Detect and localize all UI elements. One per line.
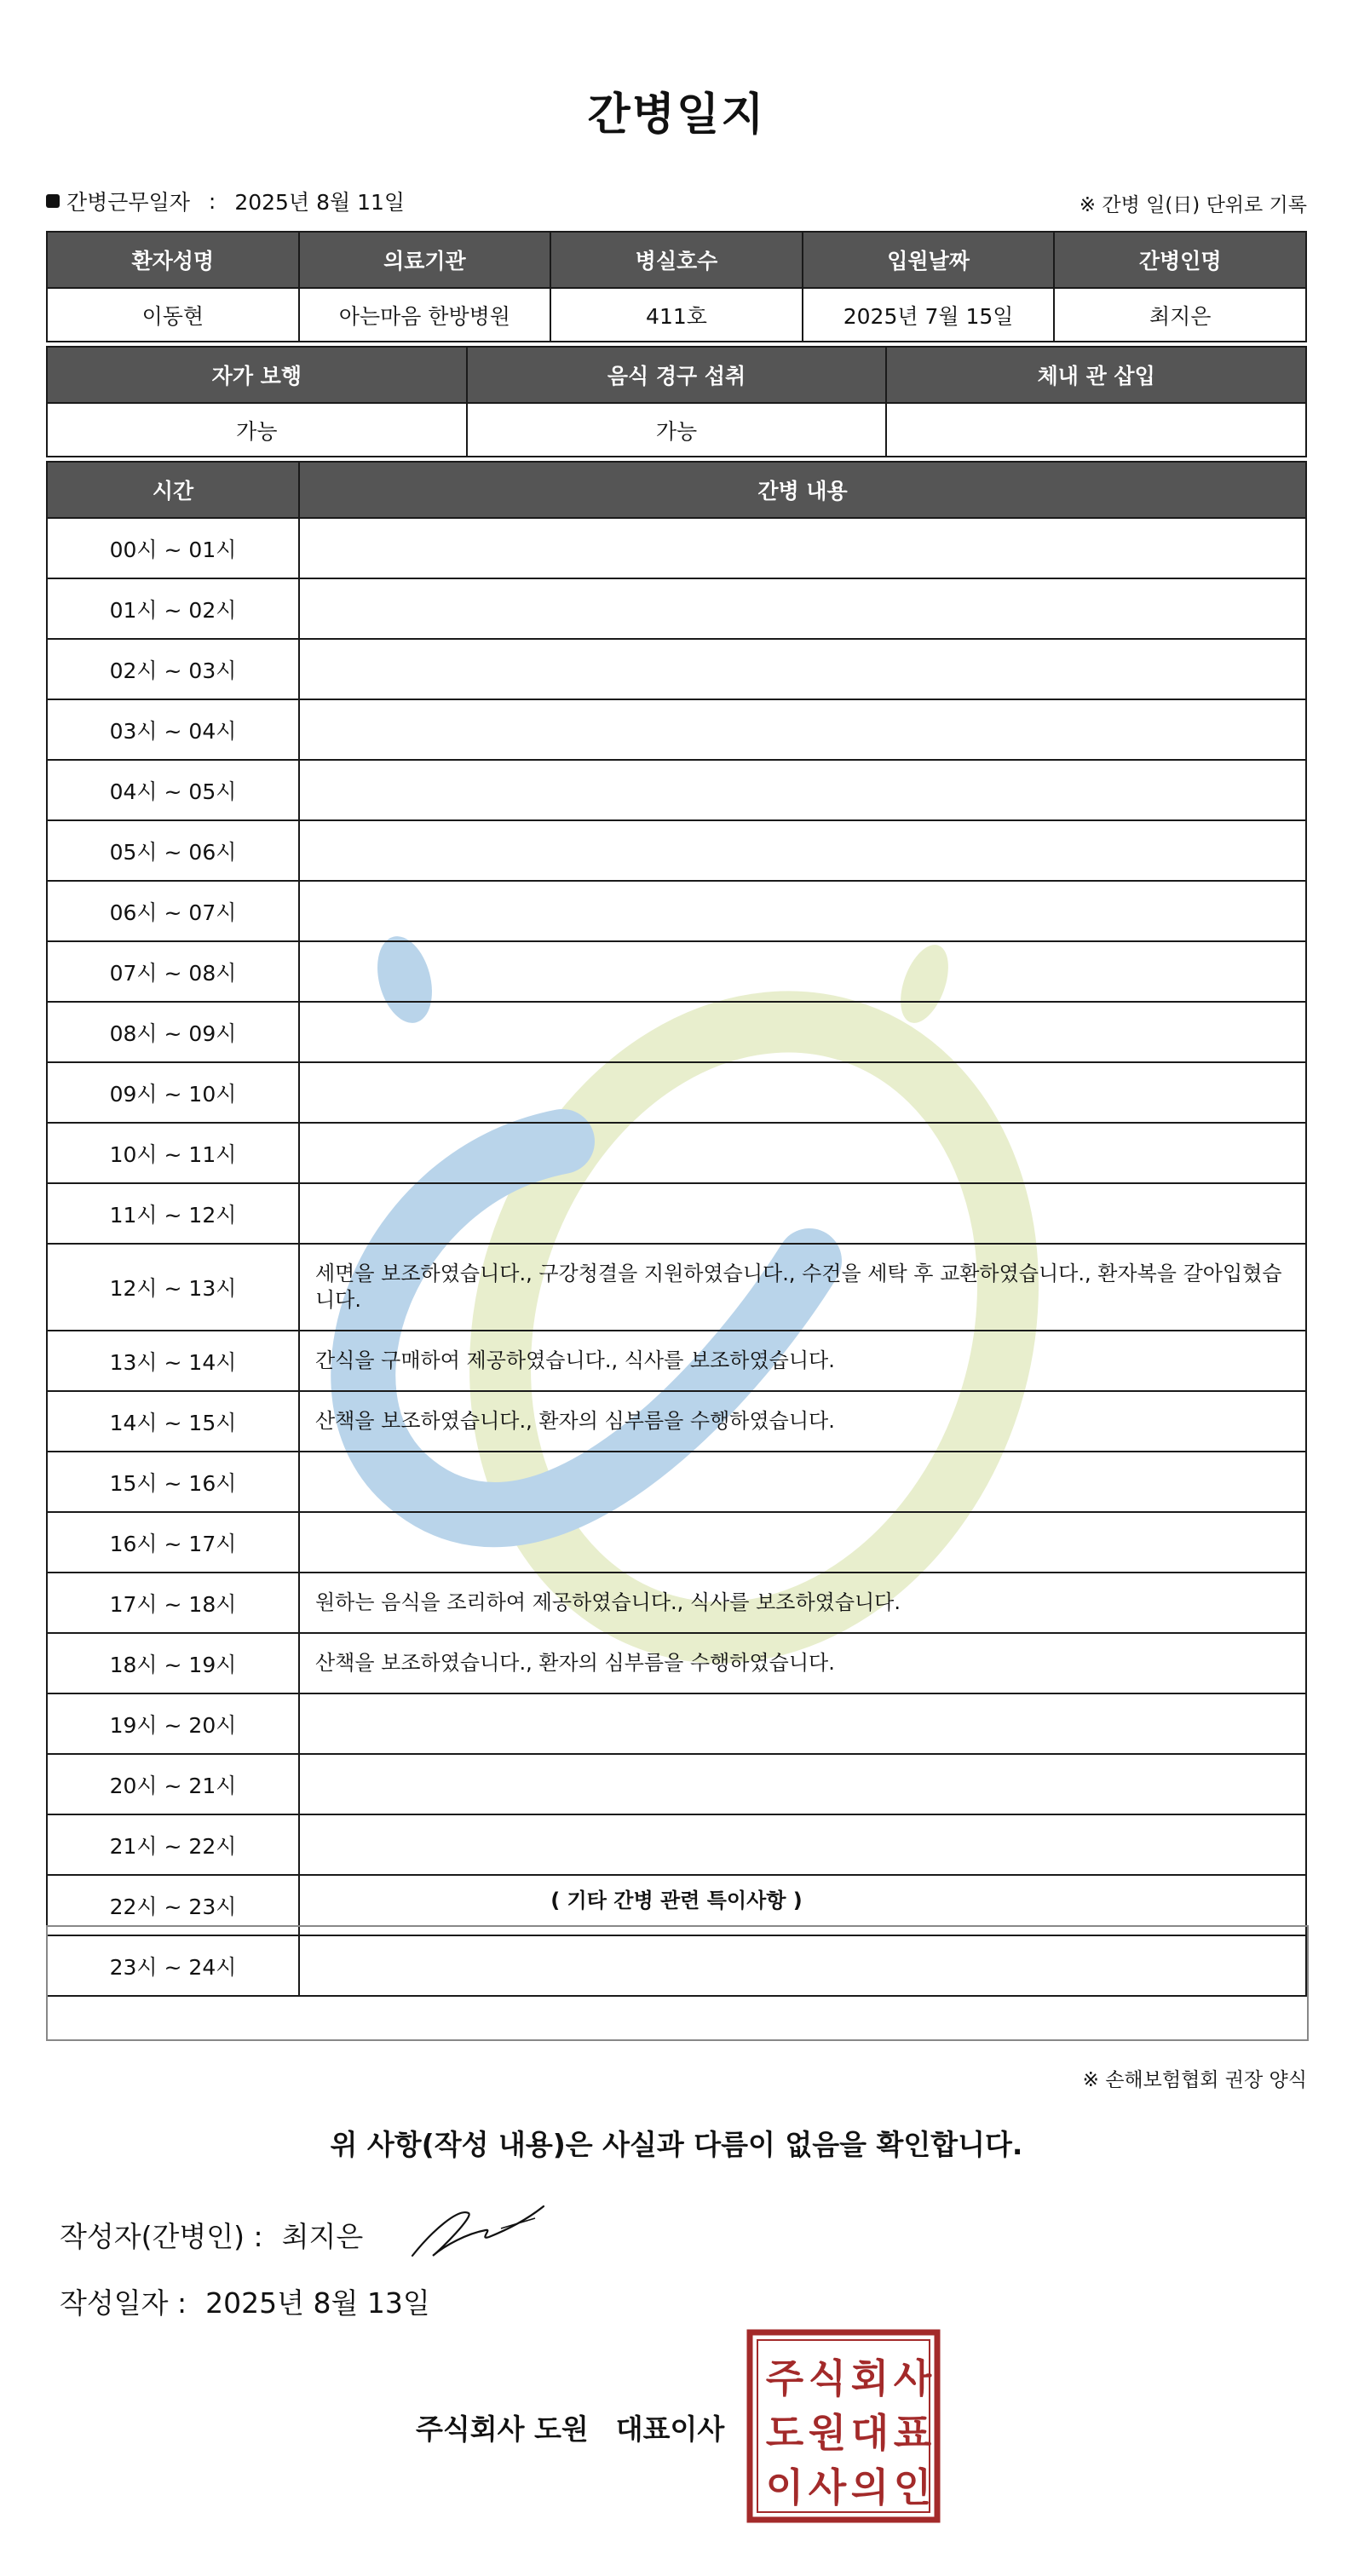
bullet-square-icon [46, 194, 60, 208]
care-log-row [47, 1754, 1306, 1814]
notes-title: ( 기타 간병 관련 특이사항 ) [550, 1889, 803, 1912]
admission-date-value: 2025년 7월 15일 [803, 288, 1055, 342]
care-log-row [47, 1244, 1306, 1331]
seal-glyph: 인 [893, 2464, 932, 2510]
care-log-row [47, 1062, 1306, 1123]
care-log-content [299, 1512, 1306, 1573]
written-date-label: 작성일자 : [60, 2286, 187, 2320]
care-log-time: 16시 ~ 17시 [47, 1512, 299, 1573]
care-log-content [299, 1754, 1306, 1814]
care-log-content [299, 1452, 1306, 1512]
oral-intake-value: 가능 [467, 403, 887, 457]
seal-glyph: 이 [765, 2464, 804, 2510]
company-signoff [416, 2407, 724, 2447]
care-log-content [299, 760, 1306, 820]
association-note: ※ 손해보험협회 권장 양식 [1082, 2069, 1307, 2091]
patient-status-header-row [47, 347, 1306, 403]
care-log-time: 11시 ~ 12시 [47, 1183, 299, 1244]
care-log-content [299, 1693, 1306, 1754]
care-log-time: 23시 ~ 24시 [47, 1935, 299, 1996]
care-log-row [47, 1331, 1306, 1391]
header-oral-intake: 음식 경구 섭취 [467, 347, 887, 403]
seal-glyph: 식 [808, 2355, 847, 2401]
seal-glyph: 표 [893, 2410, 932, 2456]
care-log-content: 산책을 보조하였습니다., 환자의 심부름을 수행하였습니다. [299, 1391, 1306, 1452]
header-hospital: 의료기관 [299, 232, 551, 288]
care-log-row [47, 881, 1306, 941]
seal-glyph: 원 [808, 2410, 847, 2456]
care-log-content [299, 941, 1306, 1002]
patient-info-value-row [47, 288, 1306, 342]
patient-status-value-row [47, 403, 1306, 457]
care-log-row [47, 1452, 1306, 1512]
care-log-row [47, 1183, 1306, 1244]
header-tube-insertion: 체내 관 삽입 [886, 347, 1306, 403]
work-date-label: 간병근무일자 [66, 190, 190, 215]
care-log-time: 20시 ~ 21시 [47, 1754, 299, 1814]
care-log-time: 12시 ~ 13시 [47, 1244, 299, 1331]
confirmation-statement: 위 사항(작성 내용)은 사실과 다름이 없음을 확인합니다. [330, 2128, 1023, 2161]
care-log-row [47, 578, 1306, 639]
patient-info-table [46, 231, 1307, 342]
care-log-time: 13시 ~ 14시 [47, 1331, 299, 1391]
care-log-time: 03시 ~ 04시 [47, 699, 299, 760]
care-log-content [299, 578, 1306, 639]
self-walking-value: 가능 [47, 403, 467, 457]
header-room-number: 병실호수 [550, 232, 803, 288]
notes-box [46, 1925, 1309, 2041]
care-log-content: 산책을 보조하였습니다., 환자의 심부름을 수행하였습니다. [299, 1633, 1306, 1693]
care-log-row [47, 941, 1306, 1002]
tube-insertion-value [886, 403, 1306, 457]
care-log-content [299, 518, 1306, 578]
work-date-value: 2025년 8월 11일 [234, 190, 406, 215]
care-log-table [46, 461, 1307, 1997]
header-patient-name: 환자성명 [47, 232, 299, 288]
care-log-time: 19시 ~ 20시 [47, 1693, 299, 1754]
writer-label: 작성자(간병인) : [60, 2220, 263, 2253]
care-log-content [299, 881, 1306, 941]
seal-glyph: 대 [850, 2410, 890, 2456]
signature-mark [407, 2196, 552, 2264]
care-log-time: 10시 ~ 11시 [47, 1123, 299, 1183]
care-log-time: 05시 ~ 06시 [47, 820, 299, 881]
care-log-time: 18시 ~ 19시 [47, 1633, 299, 1693]
header-admission-date: 입원날짜 [803, 232, 1055, 288]
care-log-time: 04시 ~ 05시 [47, 760, 299, 820]
header-time: 시간 [47, 462, 299, 518]
patient-name-value: 이동현 [47, 288, 299, 342]
company-seal-stamp [746, 2329, 941, 2523]
care-log-row [47, 1633, 1306, 1693]
care-log-row [47, 760, 1306, 820]
care-log-time: 09시 ~ 10시 [47, 1062, 299, 1123]
care-log-row [47, 1814, 1306, 1875]
care-log-time: 22시 ~ 23시 [47, 1875, 299, 1935]
work-date-row [46, 186, 405, 216]
care-log-content [299, 1183, 1306, 1244]
hospital-value: 아는마음 한방병원 [299, 288, 551, 342]
seal-glyph: 주 [765, 2355, 804, 2401]
care-log-content [299, 1062, 1306, 1123]
care-log-row [47, 518, 1306, 578]
care-log-time: 14시 ~ 15시 [47, 1391, 299, 1452]
care-log-time: 07시 ~ 08시 [47, 941, 299, 1002]
seal-glyph: 의 [850, 2464, 890, 2510]
care-log-row [47, 820, 1306, 881]
care-log-header-row [47, 462, 1306, 518]
care-log-content: 세면을 보조하였습니다., 구강청결을 지원하였습니다., 수건을 세탁 후 교환하였습니다., 환자복을 갈아입혔습니다. [299, 1244, 1306, 1331]
care-log-row [47, 1123, 1306, 1183]
header-care-content: 간병 내용 [299, 462, 1306, 518]
care-log-row [47, 1573, 1306, 1633]
caregiver-name-value: 최지은 [1054, 288, 1306, 342]
care-log-time: 21시 ~ 22시 [47, 1814, 299, 1875]
care-log-time: 17시 ~ 18시 [47, 1573, 299, 1633]
care-log-content [299, 820, 1306, 881]
seal-glyph: 회 [850, 2355, 890, 2401]
header-caregiver-name: 간병인명 [1054, 232, 1306, 288]
patient-info-header-row [47, 232, 1306, 288]
work-date-separator: : [208, 188, 216, 214]
care-log-time: 01시 ~ 02시 [47, 578, 299, 639]
unit-note: ※ 간병 일(日) 단위로 기록 [1079, 194, 1307, 216]
seal-glyph: 사 [893, 2355, 932, 2401]
care-log-content [299, 1002, 1306, 1062]
care-log-row [47, 699, 1306, 760]
document-title: 간병일지 [587, 89, 766, 141]
ceo-title: 대표이사 [615, 2412, 725, 2446]
care-log-time: 00시 ~ 01시 [47, 518, 299, 578]
care-log-row [47, 1512, 1306, 1573]
patient-status-table [46, 346, 1307, 457]
care-log-row [47, 639, 1306, 699]
writer-name: 최지은 [281, 2220, 364, 2253]
written-date-value: 2025년 8월 13일 [205, 2286, 430, 2320]
care-log-content [299, 1123, 1306, 1183]
care-log-time: 08시 ~ 09시 [47, 1002, 299, 1062]
care-log-row [47, 1391, 1306, 1452]
care-log-content [299, 639, 1306, 699]
seal-glyph: 사 [808, 2464, 847, 2510]
care-log-content [299, 699, 1306, 760]
seal-glyph: 도 [765, 2410, 804, 2456]
written-date-row [60, 2281, 430, 2321]
care-log-time: 15시 ~ 16시 [47, 1452, 299, 1512]
header-self-walking: 자가 보행 [47, 347, 467, 403]
company-name: 주식회사 도원 [416, 2412, 589, 2446]
care-log-content: 원하는 음식을 조리하여 제공하였습니다., 식사를 보조하였습니다. [299, 1573, 1306, 1633]
writer-row [60, 2215, 363, 2255]
care-log-row [47, 1693, 1306, 1754]
care-log-time: 06시 ~ 07시 [47, 881, 299, 941]
care-log-body [47, 518, 1306, 1996]
care-log-content: 간식을 구매하여 제공하였습니다., 식사를 보조하였습니다. [299, 1331, 1306, 1391]
care-log-time: 02시 ~ 03시 [47, 639, 299, 699]
care-log-content [299, 1814, 1306, 1875]
room-number-value: 411호 [550, 288, 803, 342]
care-log-row [47, 1002, 1306, 1062]
